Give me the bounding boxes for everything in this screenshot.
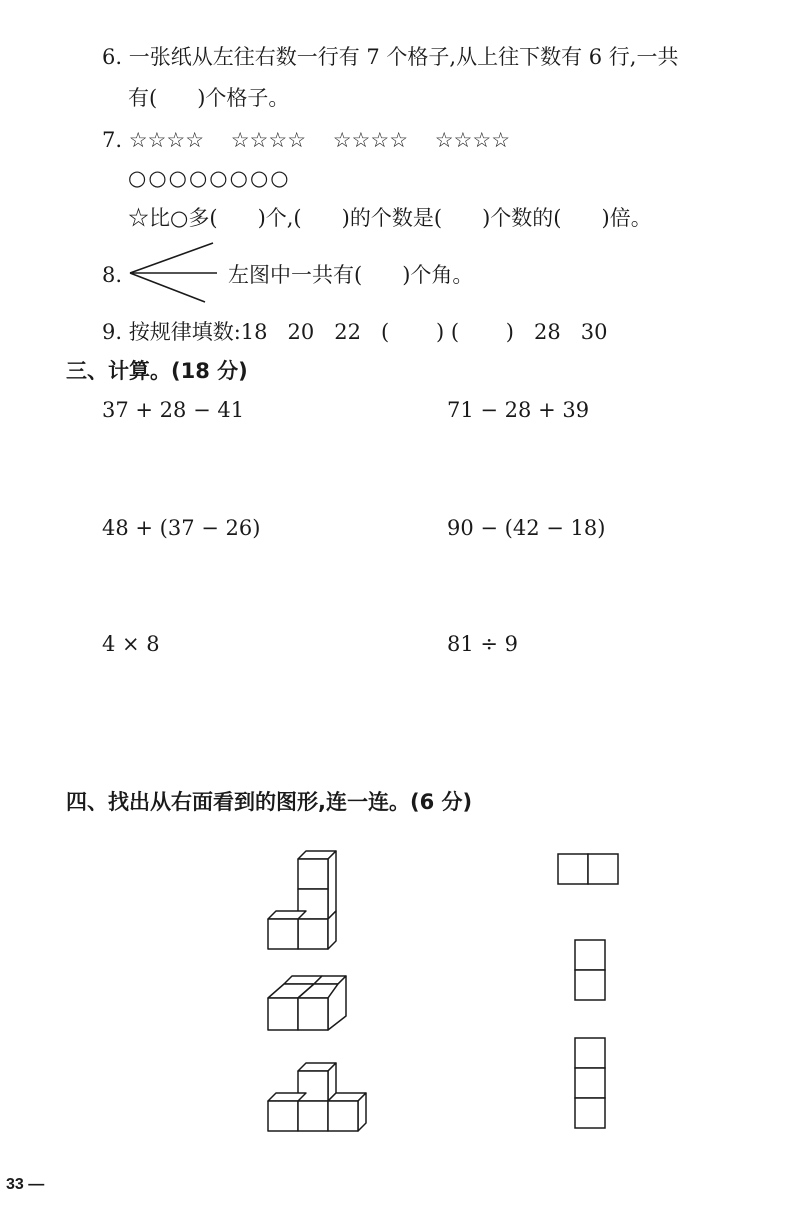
calc-problem-4: 90 − (42 − 18) — [447, 516, 606, 540]
calc-problem-5: 4 × 8 — [102, 632, 160, 656]
calc-problem-3: 48 + (37 − 26) — [102, 516, 261, 540]
section3-title: 三、计算。(18 分) — [66, 359, 248, 383]
section4-title: 四、找出从右面看到的图形,连一连。(6 分) — [66, 790, 473, 814]
angle-figure — [125, 240, 225, 310]
q7-question: ☆比○多( )个,( )的个数是( )个数的( )倍。 — [128, 206, 652, 230]
q8-text: 左图中一共有( )个角。 — [228, 263, 474, 287]
calc-problem-1: 37 + 28 − 41 — [102, 398, 245, 422]
q7-circles: ○○○○○○○○ — [128, 166, 291, 190]
q6-line2: 有( )个格子。 — [128, 86, 290, 110]
view-option-vertical-three[interactable] — [574, 1037, 608, 1131]
cube-figure-l-shape — [262, 845, 352, 960]
q8-number: 8. — [102, 263, 123, 287]
q6-line1: 6. 一张纸从左往右数一行有 7 个格子,从上往下数有 6 行,一共 — [102, 45, 679, 69]
q9-text: 9. 按规律填数:18 20 22 ( ) ( ) 28 30 — [102, 320, 608, 344]
view-option-vertical-two[interactable] — [574, 939, 608, 1003]
page-number: 33 — — [6, 1176, 45, 1193]
cube-figure-2x2-block — [262, 972, 362, 1037]
view-option-horizontal-two[interactable] — [557, 853, 621, 887]
calc-problem-2: 71 − 28 + 39 — [447, 398, 590, 422]
calc-problem-6: 81 ÷ 9 — [447, 632, 519, 656]
q7-stars: 7. ☆☆☆☆ ☆☆☆☆ ☆☆☆☆ ☆☆☆☆ — [102, 128, 511, 152]
cube-figure-t-shape — [262, 1057, 374, 1137]
